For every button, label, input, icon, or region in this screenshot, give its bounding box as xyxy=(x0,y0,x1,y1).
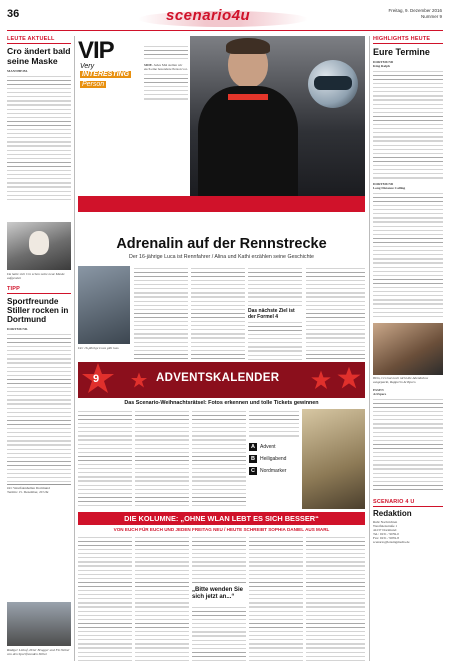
advent-option[interactable] xyxy=(249,443,299,451)
portrait-hair xyxy=(226,38,270,54)
tipp-block xyxy=(7,286,71,494)
option-label: Advent xyxy=(260,444,276,450)
column-divider xyxy=(369,36,370,661)
column-banner xyxy=(78,512,365,525)
termine-body xyxy=(373,191,443,319)
masthead-logo xyxy=(138,3,308,29)
sportfreunde-photo xyxy=(7,602,71,646)
cro-mask xyxy=(29,231,49,255)
termine-city: DORTMUND xyxy=(373,182,394,187)
tipp-info xyxy=(7,484,71,494)
advent-star-far-right xyxy=(336,366,362,392)
artspecs-entry xyxy=(373,388,443,493)
column-text-col xyxy=(135,535,189,661)
feature-text-col xyxy=(248,266,302,306)
termine-city: DORTMUND xyxy=(373,60,394,64)
artspecs-title: ArtSpecs xyxy=(373,391,387,396)
feature-text-col xyxy=(306,266,365,360)
vip-intro xyxy=(144,63,188,100)
feature-subhead: Das nächste Ziel ist der Formel 4 xyxy=(248,308,295,320)
vip-title: VIP xyxy=(78,37,114,64)
section-scenario: SCENARIO 4 U xyxy=(373,499,443,507)
vip-author-box xyxy=(144,44,188,60)
vip-line-interesting: INTERESTING xyxy=(82,71,130,78)
vip-badge xyxy=(78,39,144,91)
column-text-col xyxy=(78,535,132,661)
termine-title: King Ralph xyxy=(373,64,390,69)
right-column xyxy=(373,36,443,661)
option-label: Heiligabend xyxy=(260,456,287,462)
vip-line-very: Very xyxy=(80,63,95,70)
advent-body xyxy=(78,409,365,509)
page-number: 36 xyxy=(7,8,20,20)
advent-star-right xyxy=(310,370,332,392)
feature-photo xyxy=(78,266,130,344)
artspecs-body xyxy=(373,397,443,493)
suit-stripe xyxy=(228,94,268,100)
advent-text-col xyxy=(78,409,132,509)
feature-text-col xyxy=(191,266,245,360)
cro-photo-caption: Da hatte sich Cro schon seine neue Maske aufgesetzt. xyxy=(7,272,65,281)
artspecs-photo xyxy=(373,323,443,375)
left-column xyxy=(7,36,71,661)
feature-body xyxy=(78,266,365,360)
feature-photo-caption: Der 16-jährige Luca gibt Gas. xyxy=(78,346,120,350)
sportfreunde-caption: Rüdiger Linhof, Peter Brugger und Flo Weber von den Sportfreunden Stiller. xyxy=(7,648,70,657)
advent-option[interactable] xyxy=(249,467,299,475)
section-highlights: HIGHLIGHTS HEUTE xyxy=(373,36,443,44)
feature-text-col xyxy=(248,320,302,360)
termine-headline: Eure Termine xyxy=(373,47,430,57)
option-key: A xyxy=(249,443,257,451)
option-key: C xyxy=(249,467,257,475)
contact-line: Tel.: 0231 / 9059-0 xyxy=(373,532,399,537)
tipp-label: TIPP xyxy=(7,286,71,294)
option-label: Nordmarker xyxy=(260,468,287,474)
cro-article-city: MANNHEIM. xyxy=(7,69,28,73)
feature-band xyxy=(78,196,365,212)
contact-line: 44137 Dortmund xyxy=(373,527,397,532)
column-body xyxy=(78,535,365,661)
pull-quote: „Bitte wenden Sie sich jetzt an...“ xyxy=(192,587,244,600)
tipp-info-line: Ort: Westfalenhallen Dortmund xyxy=(7,485,50,490)
advent-number: 9 xyxy=(93,373,100,385)
advent-subtitle: Das Scenario-Weihnachtsrätsel: Fotos erkennen und tolle Tickets gewinnen xyxy=(124,400,319,406)
column-divider xyxy=(74,36,75,661)
termine-entry xyxy=(373,60,443,179)
column-text-col xyxy=(192,605,246,661)
portrait-body xyxy=(198,86,298,196)
section-leute-aktuell: LEUTE AKTUELL xyxy=(7,36,71,44)
advent-text-col xyxy=(135,409,189,509)
feature-headline: Adrenalin auf der Rennstrecke xyxy=(116,236,327,252)
cro-photo xyxy=(7,222,71,270)
tipp-headline: Sportfreunde Stiller rocken in Dortmund xyxy=(7,297,69,325)
vip-portrait xyxy=(190,36,365,196)
tipp-city: DORTMUND. xyxy=(7,326,29,331)
advent-banner xyxy=(78,362,365,398)
masthead-date: Freitag, 9. Dezember 2016 xyxy=(388,8,442,13)
column-text-col xyxy=(192,535,246,585)
termine-title: Long Distance Calling xyxy=(373,186,406,191)
tipp-body xyxy=(7,332,71,482)
redaktion-contact xyxy=(373,520,443,545)
advent-option[interactable] xyxy=(249,455,299,463)
feature-subheadline: Der 16-jährige Luca ist Rennfahrer / Alina und Kathi erzählen seine Geschichte xyxy=(129,254,314,260)
option-key: B xyxy=(249,455,257,463)
advent-photo xyxy=(302,409,365,509)
artspecs-city: ESSEN xyxy=(373,387,384,392)
advent-title: ADVENTSKALENDER xyxy=(156,372,280,384)
vip-intro-text: Jedes Mal stellen wir euch eine besondere Person vor. xyxy=(144,63,188,72)
column-text-col xyxy=(249,535,303,661)
vip-intro-label: SDIE. xyxy=(144,63,153,67)
contact-line: Fax: 0231 / 9059-8 xyxy=(373,536,399,541)
advent-text-col xyxy=(192,409,246,509)
helmet-visor xyxy=(314,76,352,90)
column-title: DIE KOLUMNE: „OHNE WLAN LEBT ES SICH BESSER“ xyxy=(124,514,319,523)
tipp-info-line: Termin: 15. Dezember, 20 Uhr xyxy=(7,489,49,494)
contact-line: Westfalenstraße 1 xyxy=(373,523,398,528)
vip-intro-body xyxy=(144,72,188,100)
cro-headline: Cro ändert bald seine Maske xyxy=(7,46,71,66)
feature-headline-block xyxy=(78,236,365,264)
masthead-rule xyxy=(7,30,443,31)
column-subtitle: VON EUCH FÜR EUCH UND JEDEN FREITAG NEU / HEUTE SCHREIBT SOPHIA DANIEL AUS MARL xyxy=(113,527,330,532)
advent-text-col xyxy=(249,409,299,439)
masthead-issue: Nummer 9 xyxy=(420,14,442,19)
cro-article xyxy=(7,69,71,202)
cro-article-body xyxy=(7,74,71,202)
termine-body xyxy=(373,69,443,179)
advent-star-mid xyxy=(130,372,148,390)
artspecs-caption: Hein, Cro hat noch nicht die Abendshow ausgepackt, Rapperin ArtSpecs. xyxy=(373,376,429,385)
vip-author-lines xyxy=(144,44,188,60)
contact-line: Ruhr Nachrichten xyxy=(373,519,398,524)
vip-feature xyxy=(78,36,365,248)
advent-options xyxy=(249,443,299,475)
feature-text-col xyxy=(134,266,188,360)
vip-line-person: Person xyxy=(82,81,105,88)
masthead xyxy=(0,0,450,34)
column-text-col xyxy=(306,535,365,661)
logo-text: scenario4u xyxy=(166,7,251,24)
redaktion-headline: Redaktion xyxy=(373,508,412,518)
termine-entry xyxy=(373,182,443,319)
contact-line: scenario@lensingmedia.de xyxy=(373,540,410,545)
